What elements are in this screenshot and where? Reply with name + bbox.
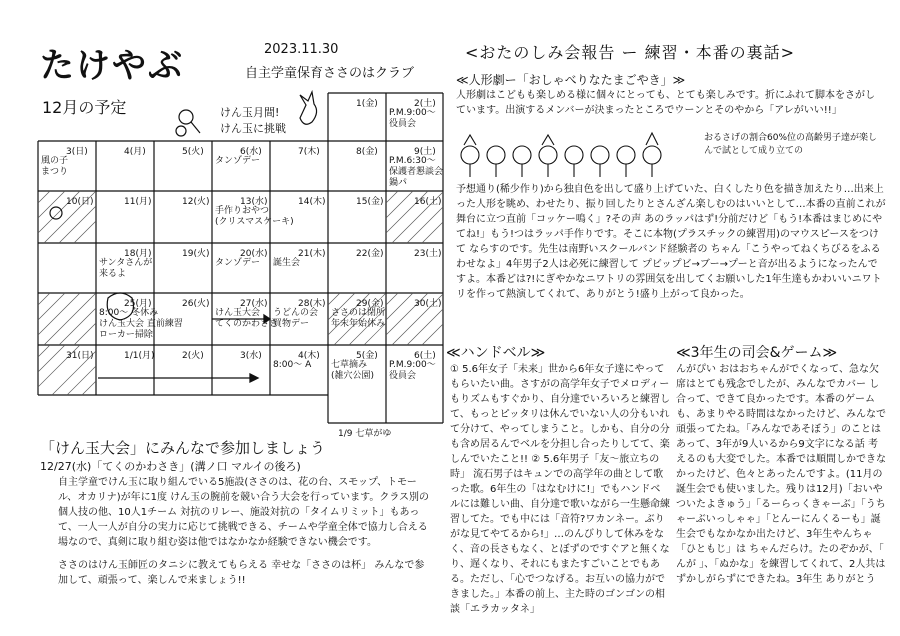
calendar-event: まつり bbox=[41, 167, 69, 177]
calendar-event: 誕生会 bbox=[273, 258, 301, 268]
calendar-event: (雑穴公園) bbox=[331, 371, 375, 381]
calendar-event: 保護者懇談会 bbox=[389, 167, 444, 177]
club-name: 自主学童保育ささのはクラブ bbox=[245, 66, 415, 81]
calendar-day-label: 4(月) bbox=[124, 147, 146, 157]
calendar-day-label: 5(火) bbox=[182, 147, 204, 157]
calendar-event: 役員会 bbox=[389, 371, 417, 381]
kendama-event-date: 12/27(水)「てくのかわさき」(溝ノ口 マルイの後ろ) bbox=[40, 460, 301, 473]
calendar-event: 風の子 bbox=[41, 156, 69, 166]
calendar-event: サンタさんが bbox=[99, 258, 153, 268]
calendar-day-label: 21(木) bbox=[298, 249, 326, 259]
calendar-day-label: 3(水) bbox=[240, 351, 262, 361]
calendar-event: ささのは閉所 bbox=[331, 308, 386, 318]
calendar-day-label: 28(木) bbox=[298, 299, 326, 309]
calendar-event: けん玉大会 bbox=[215, 308, 261, 318]
calendar-event: (クリスマスケーキ) bbox=[215, 217, 294, 227]
calendar-event: 年末年始休み bbox=[331, 319, 386, 329]
calendar-event: うどんの会 bbox=[273, 308, 319, 318]
report-title: <おたのしみ会報告 ー 練習・本番の裏話> bbox=[465, 43, 795, 62]
calendar-day-label: 6(土) bbox=[414, 351, 436, 361]
calendar-event: 鍋パ bbox=[389, 178, 408, 188]
nanakusa-footnote: 1/9 七草がゆ bbox=[338, 429, 392, 439]
banner-line-2: けん玉に挑戦 bbox=[220, 122, 286, 135]
calendar-heading: 12月の予定 bbox=[42, 98, 127, 117]
game-body: んがぴい おはおちゃんがでくなって、急な欠席はとても残念でしたが、みんなでカバー し合って、できて良かったです。本番のゲームも、あまりやる時間はなかったけど、みんなで頑張ってたね。「みんなであそぼう」のことはあって、3年が9人いるから9文字になる話 考えるのも大変でした。本番では順間しかできなかったけど、色々とあったんですよ。(11月の誕生会でも使いました。残りは12月)「おいやついたよきゅう」「るーらっくきゃーぶ」「うちゃーぶいっしゃゃ」「とんーにんくるーも」誕生会でもなかなか出たけど、3年生やんちゃ「ひともじ」は ちゃんだらけ。たのぞかが、「 んが 」、「ぬかな」を練習してくれて、2人共はずかしがらずにできたね。3年生 ありがとう bbox=[676, 364, 886, 585]
calendar-day-label: 19(火) bbox=[182, 249, 210, 259]
calendar-day-label: 18(月) bbox=[124, 249, 152, 259]
newsletter-title: たけやぶ bbox=[40, 46, 184, 86]
calendar-event: 七草摘み bbox=[331, 360, 368, 370]
calendar-day-label: 12(火) bbox=[182, 197, 210, 207]
calendar-day-label: 29(金) bbox=[356, 299, 384, 309]
issue-date: 2023.11.30 bbox=[264, 42, 339, 57]
calendar-day-label: 11(月) bbox=[124, 197, 152, 207]
calendar-event: P.M.9:00〜 bbox=[389, 360, 436, 370]
calendar-event: 8:00〜 冬休み bbox=[99, 308, 159, 318]
calendar-day-label: 1(金) bbox=[356, 99, 378, 109]
calendar-event: 役員会 bbox=[389, 119, 417, 129]
calendar-day-label: 22(金) bbox=[356, 249, 384, 259]
handbell-heading: ≪ハンドベル≫ bbox=[446, 345, 546, 361]
calendar-day-label: 30(土) bbox=[414, 299, 442, 309]
calendar-day-label: 31(日) bbox=[66, 351, 94, 361]
calendar-event: P.M.6:30〜 bbox=[389, 156, 436, 166]
kendama-event-body: 自主学童でけん玉に取り組んでいる5施設(ささのは、花の台、スモップ、トモール、オカリナ)が年に1度 けん玉の腕前を競い合う大会を行っています。クラス別の個人技の他、10人1チーム 対抗のリレー、施設対抗の「タイムリミット」もあって、一人一人が自分の実力に応じて挑戦できる、チームや学童全体で協力し合える場なので、真剣に取り組む姿は他ではなかなか経験できない機会です。 bbox=[58, 477, 430, 548]
calendar-event: P.M.9:00〜 bbox=[389, 108, 436, 118]
calendar-event: 手作りおやつ bbox=[215, 206, 270, 216]
kendama-event-closing: ささのはけん玉師匠のタニシに教えてもらえる 幸せな「ささのは杯」 みんなで参加して、頑張って、楽しんで来ましょう!! bbox=[58, 560, 425, 586]
calendar-day-label: 2(土) bbox=[414, 99, 436, 109]
calendar-event: タンゾデー bbox=[215, 156, 261, 166]
kendama-event-title: 「けん玉大会」にみんなで参加しましょう bbox=[40, 439, 326, 457]
kendama-month-banner bbox=[220, 105, 286, 137]
calendar-event: てくのかわさき bbox=[215, 319, 279, 329]
puppet-note: おるさげの割合60%位の高齢男子達が楽しんで試として成り立ての bbox=[704, 133, 878, 156]
calendar-day-label: 10(日) bbox=[66, 197, 94, 207]
calendar-day-label: 15(金) bbox=[356, 197, 384, 207]
puppet-heading: ≪人形劇ー「おしゃべりなたまごやき」≫ bbox=[456, 73, 686, 87]
calendar-day-label: 3(日) bbox=[66, 147, 88, 157]
calendar-event: けん玉大会 直前練習 bbox=[99, 319, 183, 329]
banner-line-1: けん玉月間! bbox=[220, 106, 280, 119]
handbell-body: ① 5.6年女子「未来」世から6年女子達にやってもらいたい曲。さすがの高学年女子でメロディーもりズムもすぐかり、自分達でいろいろと練習して、もっとピッタリは休んでいない人の分もいれて分けて、やってしまうこと。しかも、自分の分も含め居るんでベルを分担し合ったりしてて、楽しんでいたこと!! ② 5.6年男子「友〜旅立ちの時」 流石男子はキュンでの高学年の曲として歌った歌。6年生の「はなむけに!」でもハンドベルには難しい曲、自分達で歌いながら一生懸命練習してた。でも中には「音符?ワカンネー。ぶりがな見てやてるから!」…のんびりして休みをなく、音の長さもなく、とぼずのですぐアと無くなり、遅くなり、それにもまたすごいことでもある。ただし、「心でつなげる。お互いの協力ができました。」本番の前上、主た時のゴンゴンの相談「エラカッタネ」 bbox=[450, 364, 670, 615]
calendar-day-label: 9(土) bbox=[414, 147, 436, 157]
calendar-day-label: 6(水) bbox=[240, 147, 262, 157]
calendar-day-label: 4(木) bbox=[298, 351, 320, 361]
game-heading: ≪3年生の司会&ゲーム≫ bbox=[676, 345, 838, 361]
calendar-event: 来るよ bbox=[99, 269, 127, 279]
calendar-day-label: 16(土) bbox=[414, 197, 442, 207]
calendar-day-label: 26(火) bbox=[182, 299, 210, 309]
calendar-day-label: 13(水) bbox=[240, 197, 268, 207]
puppet-body-1: 人形劇はこどもも楽しめる様に個々にとっても、とても楽しみです。折にふれて脚本をさがしています。出演するメンバーが決まったところでウーンとそのやから「アレがいい!!」 bbox=[456, 90, 875, 116]
calendar-event: ローカー掃除 bbox=[99, 330, 153, 340]
calendar-day-label: 14(木) bbox=[298, 197, 326, 207]
calendar-event: 8:00〜 A bbox=[273, 360, 312, 370]
puppet-body-2: 予想通り(稀少作り)から独自色を出して盛り上げていた、白くしたり色を描き加えたり…出来上った人形を眺め、わせたり、振り回したりとさんざん楽しむのはいいとして…本番の直前これが舞台に立つ直前「コッケー鳴く」?その声 あのラッパはず!分前だけど「もう!本番はまじめにやてね!」もう!つはラッパ手作りです。そこに本物(プラスチックの練習用)のマウスピースをつけて ならすのです。先生は南野いスクールバンド経験者の ちゃん「こうやってねくちびるをふるわせなよ」4年男子2人は必死に練習して プビップビ→ブー→プーと音が出るようになったんですよ。本番どは?!にぎやかなニワトリの雰囲気を出してくお願いした1年生達もかわいいニワトリを作って熱演してくれて、ありがとう!盛り上がって良かった。 bbox=[456, 184, 886, 300]
calendar-event: タンゾデー bbox=[215, 258, 261, 268]
calendar-day-label: 2(火) bbox=[182, 351, 204, 361]
puppet-characters-doodle bbox=[456, 125, 696, 180]
calendar-event: 買物デー bbox=[273, 319, 310, 329]
calendar-day-label: 5(金) bbox=[356, 351, 378, 361]
calendar-day-label: 23(土) bbox=[414, 249, 442, 259]
calendar-day-label: 25(月) bbox=[124, 299, 152, 309]
calendar-day-label: 27(水) bbox=[240, 299, 268, 309]
calendar-day-label: 1/1(月) bbox=[124, 351, 155, 361]
calendar-day-label: 8(金) bbox=[356, 147, 378, 157]
calendar-day-label: 7(木) bbox=[298, 147, 320, 157]
december-calendar bbox=[38, 93, 444, 439]
calendar-day-label: 20(水) bbox=[240, 249, 268, 259]
